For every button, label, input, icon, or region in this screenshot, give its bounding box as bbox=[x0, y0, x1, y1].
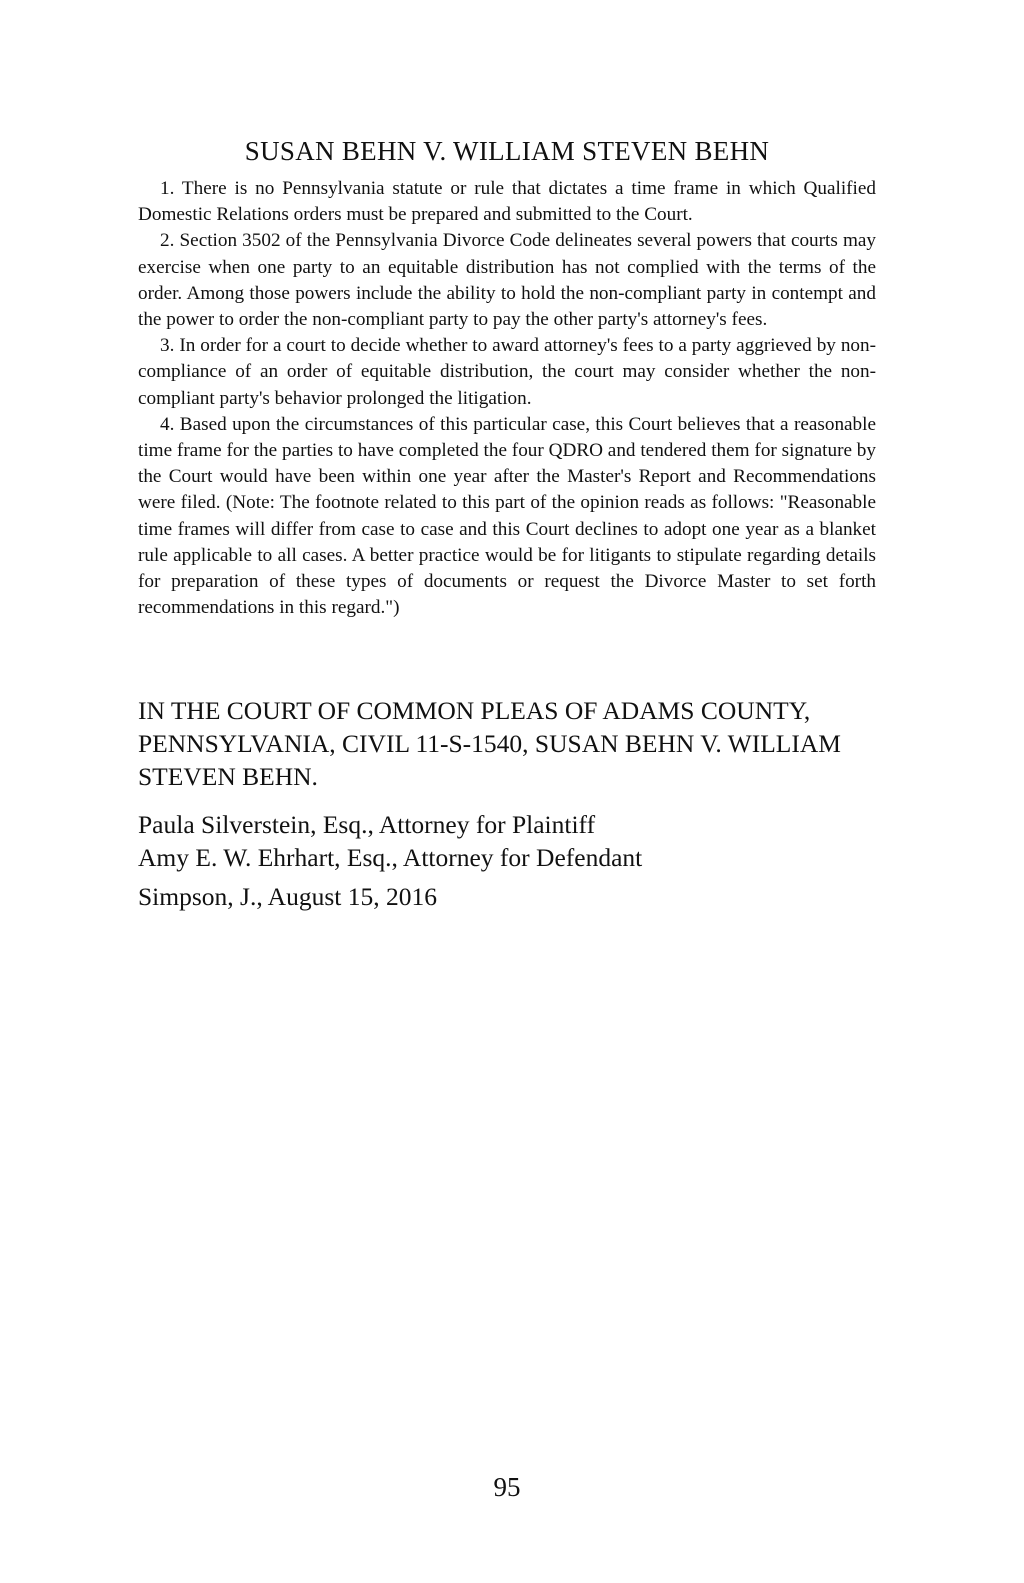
counsel-block bbox=[138, 808, 898, 913]
case-caption: IN THE COURT OF COMMON PLEAS OF ADAMS COUNTY, PENNSYLVANIA, CIVIL 11-S-1540, SUSAN BEHN V. WILLIAM STEVEN BEHN. bbox=[138, 696, 841, 791]
headnotes bbox=[138, 176, 876, 621]
page-number: 95 bbox=[493, 1472, 521, 1502]
defendant-attorney: Amy E. W. Ehrhart, Esq., Attorney for Defendant bbox=[138, 843, 643, 872]
headnote-3: 3. In order for a court to decide whether to award attorney's fees to a party aggrieved by non-compliance of an order of equitable distribution, the court may consider whether the non-compliant party's behavior prolonged the litigation. bbox=[138, 335, 876, 409]
headnote-2: 2. Section 3502 of the Pennsylvania Divorce Code delineates several powers that courts may exercise when one party to an equitable distribution has not complied with the terms of the order. Among those powers include the ability to hold the non-compliant party in contempt and the power to order the non-compliant party to pay the other party's attorney's fees. bbox=[138, 230, 876, 331]
plaintiff-attorney: Paula Silverstein, Esq., Attorney for Plaintiff bbox=[138, 810, 596, 839]
running-head: SUSAN BEHN V. WILLIAM STEVEN BEHN bbox=[244, 136, 770, 166]
headnote-1: 1. There is no Pennsylvania statute or rule that dictates a time frame in which Qualified Domestic Relations orders must be prepared and submitted to the Court. bbox=[138, 178, 876, 226]
judge-and-date: Simpson, J., August 15, 2016 bbox=[138, 882, 437, 911]
headnote-4: 4. Based upon the circumstances of this particular case, this Court believes that a reasonable time frame for the parties to have completed the four QDRO and tendered them for signature by the Court would have been within one year after the Master's Report and Recommendations were filed. (Note: The footnote related to this part of the opinion reads as follows: "Reasonable time frames will differ from case to case and this Court declines to adopt one year as a blanket rule applicable to all cases. A better practice would be for litigants to stipulate regarding details for preparation of these types of documents or request the Divorce Master to set forth recommendations in this regard.") bbox=[138, 413, 876, 619]
